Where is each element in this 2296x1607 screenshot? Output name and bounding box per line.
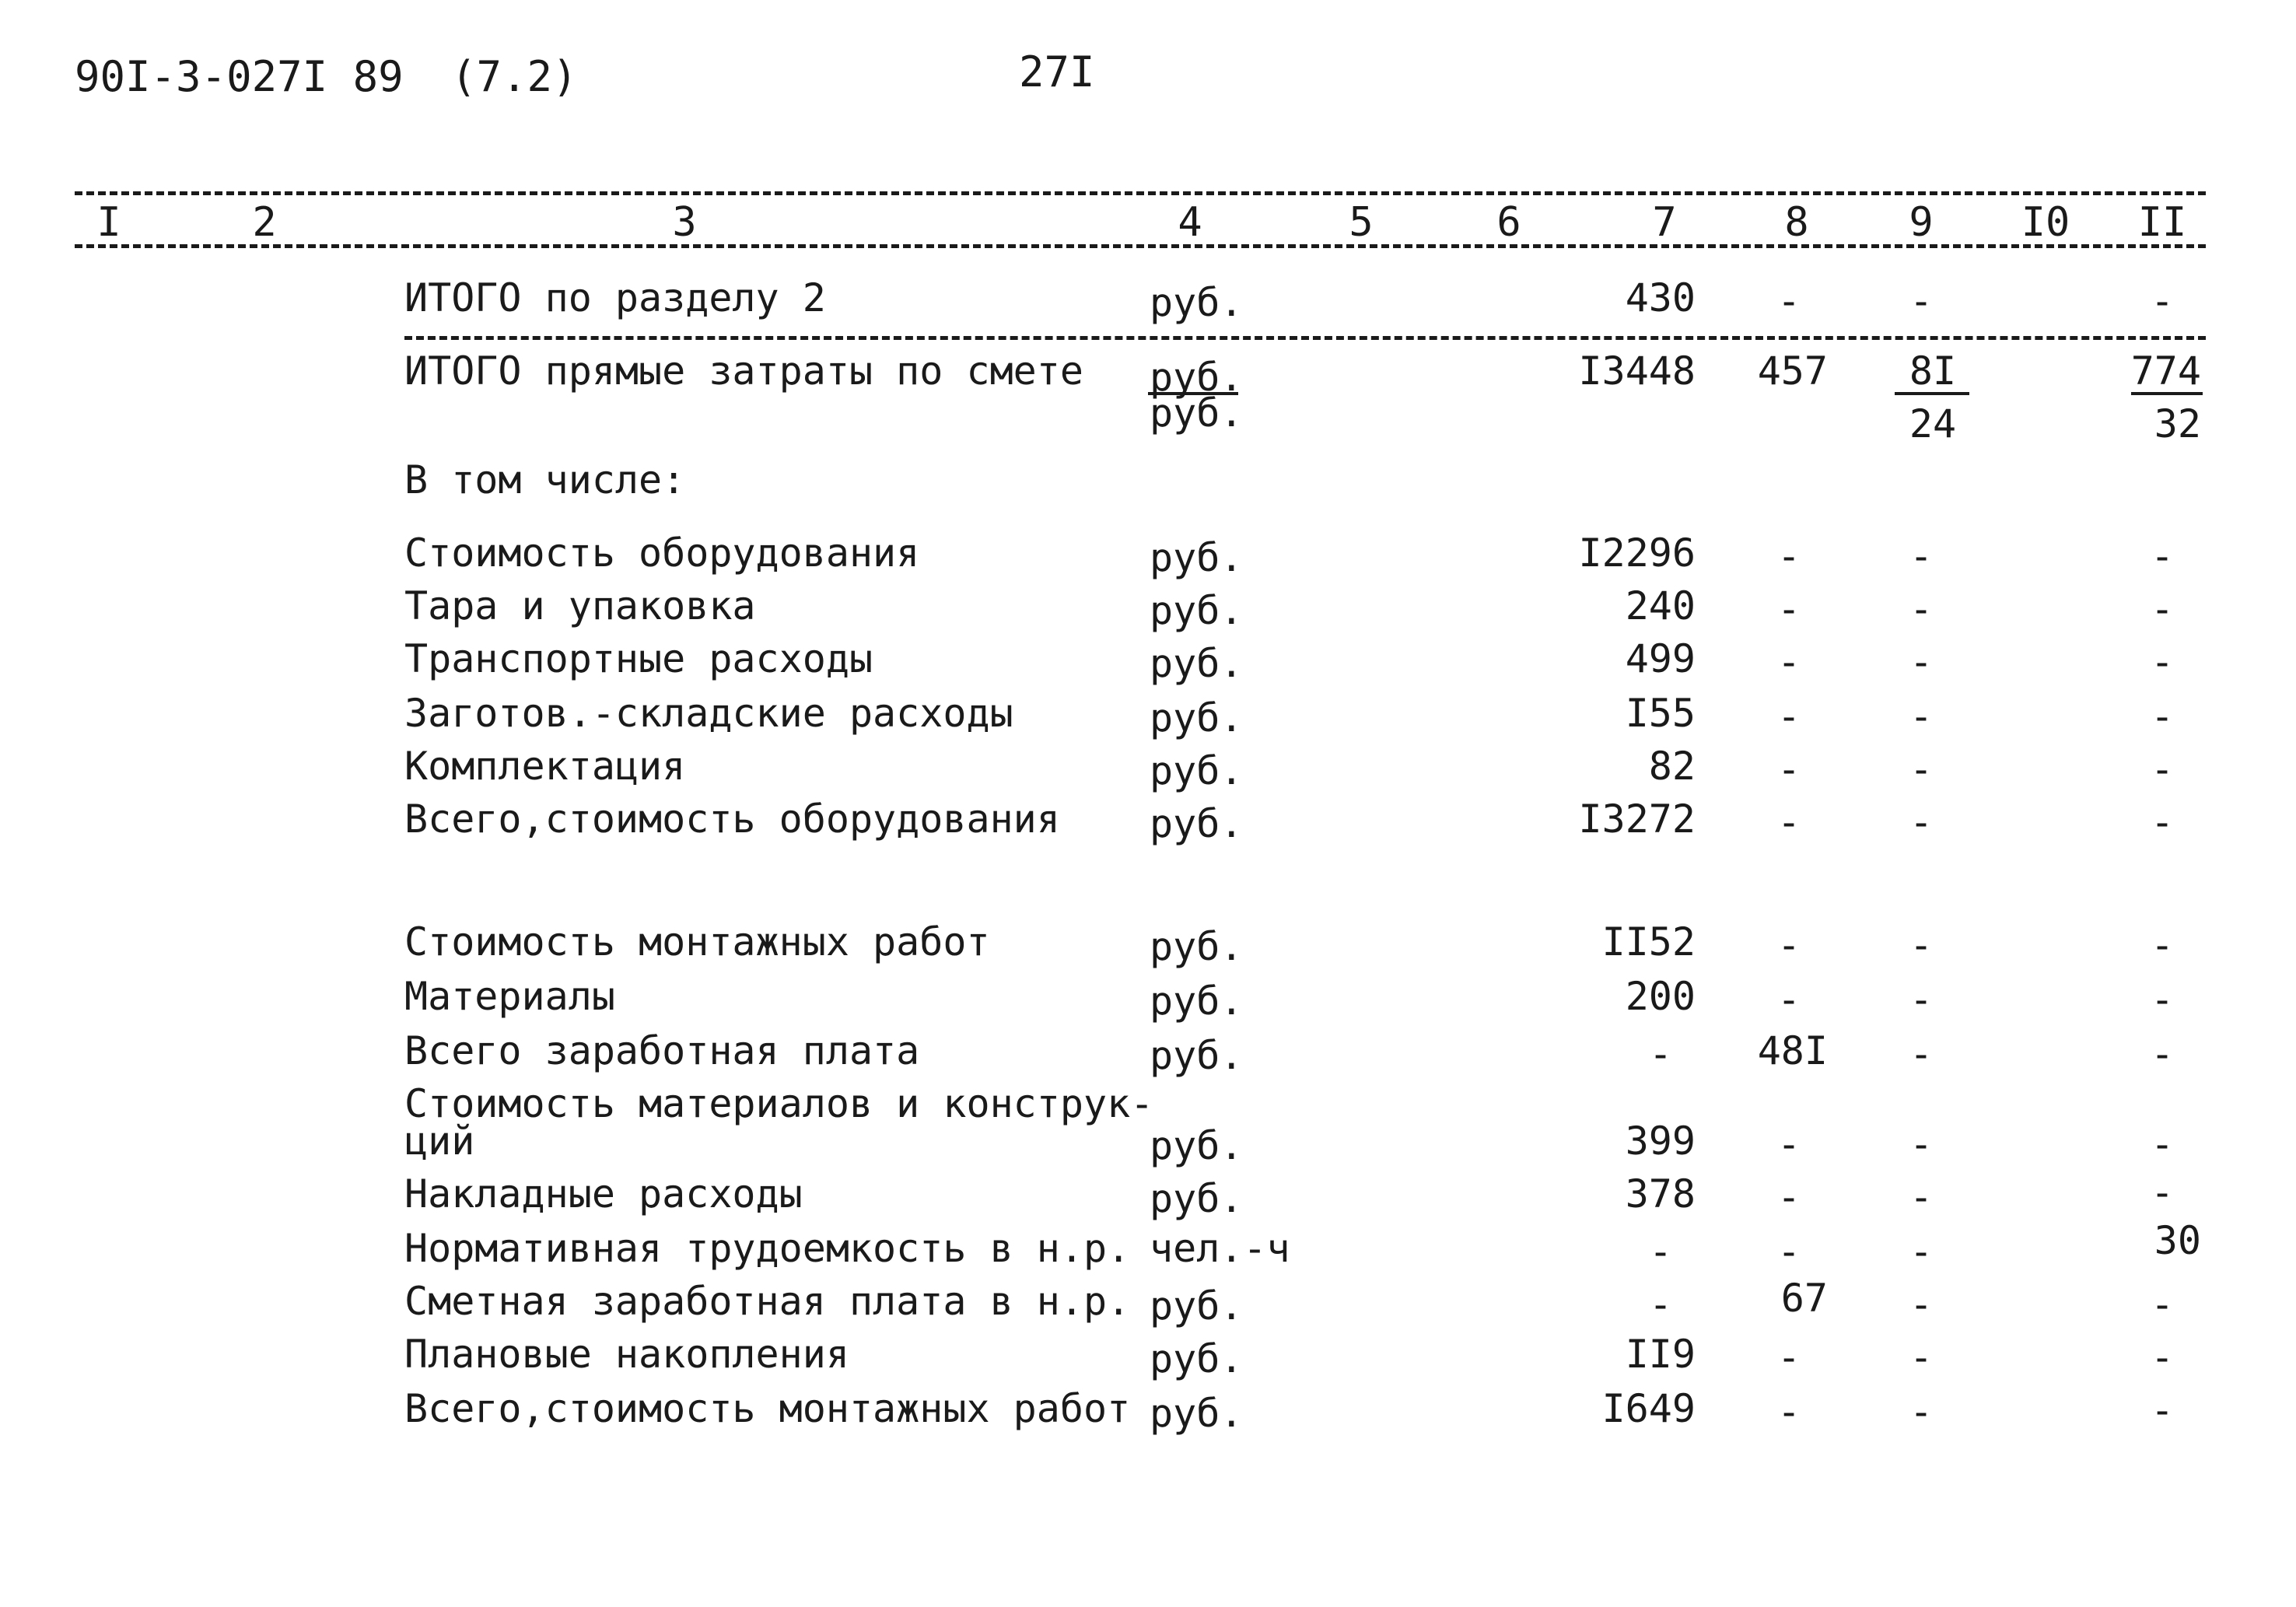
cell-col-7: I3448: [1578, 348, 1696, 394]
row-unit: руб.: [1150, 1123, 1244, 1168]
row-name: Тара и упаковка: [404, 583, 756, 628]
row-unit: руб.: [1150, 695, 1244, 740]
column-header: 6: [1496, 199, 1521, 246]
row-name: ИТОГО прямые затраты по смете: [404, 348, 1083, 394]
row-unit: руб.: [1150, 924, 1244, 969]
cell-col-7: II9: [1625, 1332, 1696, 1377]
row-name: Стоимость материалов и конструк-: [404, 1081, 1154, 1126]
cell-col-9: -: [1909, 694, 1934, 739]
page-number: 27I: [1019, 47, 1095, 96]
cell-col-8: -: [1776, 534, 1801, 579]
row-unit: руб.: [1150, 1176, 1244, 1221]
cell-col-7: I55: [1625, 691, 1696, 736]
row-unit: руб.: [1150, 1391, 1244, 1436]
cell-col-8: -: [1776, 586, 1801, 632]
cell-col-7: -: [1648, 1282, 1673, 1327]
cell-col-9: -: [1909, 1122, 1934, 1167]
row-unit: руб.: [1150, 280, 1244, 325]
cell-col-7: 82: [1648, 744, 1696, 789]
cell-col-7: 499: [1625, 636, 1696, 681]
cell-col-11: -: [2150, 923, 2175, 968]
cell-col-9: -: [1909, 1031, 1934, 1077]
cell-col-9: -: [1909, 800, 1934, 845]
row-unit: чел.-ч: [1150, 1226, 1290, 1271]
cell-col-11: -: [2150, 1335, 2175, 1380]
row-unit: руб.: [1150, 979, 1244, 1024]
cell-col-7: 399: [1625, 1119, 1696, 1164]
cell-col-11: 30: [2154, 1218, 2201, 1263]
row-unit: руб.: [1150, 588, 1244, 633]
row-unit: руб.: [1150, 641, 1244, 686]
cell-col-7: I3272: [1578, 796, 1696, 842]
cell-col-11: -: [2150, 800, 2175, 845]
column-header: II: [2137, 199, 2187, 246]
cell-col-11-numerator: 774: [2130, 348, 2201, 394]
row-name-continuation: ций: [404, 1119, 475, 1164]
cell-col-9: -: [1909, 1229, 1934, 1274]
header-top-rule: [75, 191, 2206, 195]
cell-col-11: -: [2150, 977, 2175, 1022]
row-name: Накладные расходы: [404, 1171, 803, 1217]
cell-col-7: 240: [1625, 583, 1696, 628]
row-unit: руб.: [1150, 801, 1244, 846]
column-header: I: [96, 199, 121, 246]
row-unit: руб.: [1150, 1283, 1244, 1329]
cell-col-8: -: [1776, 278, 1801, 324]
row-name: Сметная заработная плата в н.р.: [404, 1279, 1131, 1324]
cell-col-9: -: [1909, 1282, 1934, 1327]
cell-col-8: -: [1776, 1335, 1801, 1380]
cell-col-8: 48I: [1757, 1028, 1828, 1073]
cell-col-9-numerator: 8I: [1909, 348, 1957, 394]
cell-col-8: 67: [1780, 1276, 1828, 1321]
row-name: Комплектация: [404, 744, 686, 789]
row-name: Нормативная трудоемкость в н.р.: [404, 1226, 1131, 1271]
row-name: Стоимость оборудования: [404, 530, 920, 576]
cell-col-11: -: [2150, 1031, 2175, 1077]
cell-col-9: -: [1909, 278, 1934, 324]
sheet-reference: (7.2): [451, 52, 578, 101]
col-11-fraction-bar: [2131, 392, 2203, 395]
cell-col-9: -: [1909, 1175, 1934, 1220]
cell-col-8: -: [1776, 977, 1801, 1022]
cell-col-9: -: [1909, 1335, 1934, 1380]
cell-col-9: -: [1909, 586, 1934, 632]
row-name: Плановые накопления: [404, 1332, 849, 1377]
cell-col-8: -: [1776, 1389, 1801, 1434]
cell-col-11: -: [2150, 1282, 2175, 1327]
document-code: 90I-3-027I 89: [75, 52, 404, 101]
row-unit: руб.: [1150, 748, 1244, 793]
row-name: Всего заработная плата: [404, 1028, 920, 1073]
row-unit: руб.: [1150, 1033, 1244, 1078]
cell-col-7: 378: [1625, 1171, 1696, 1217]
column-header: 3: [672, 199, 697, 246]
row-unit: руб.: [1150, 1336, 1244, 1381]
cell-col-8: 457: [1757, 348, 1828, 394]
cell-col-8: -: [1776, 800, 1801, 845]
cell-col-9: -: [1909, 747, 1934, 792]
cell-col-7: I649: [1601, 1386, 1696, 1431]
cell-col-7: II52: [1601, 919, 1696, 965]
row-unit: руб.: [1150, 355, 1244, 400]
row-unit: руб.: [1150, 535, 1244, 580]
row-name: Всего,стоимость монтажных работ: [404, 1386, 1131, 1431]
cell-col-8: -: [1776, 1122, 1801, 1167]
cell-col-8: -: [1776, 694, 1801, 739]
cell-col-7: 430: [1625, 275, 1696, 320]
cell-col-7: -: [1648, 1229, 1673, 1274]
column-header: 7: [1652, 199, 1677, 246]
row-name: В том числе:: [404, 457, 686, 502]
row-name: Материалы: [404, 974, 615, 1019]
column-header: I0: [2021, 199, 2070, 246]
cell-col-11: -: [2150, 747, 2175, 792]
cell-col-11: -: [2150, 534, 2175, 579]
row-name: Заготов.-складские расходы: [404, 691, 1013, 736]
row-name: ИТОГО по разделу 2: [404, 275, 826, 320]
column-header: 4: [1178, 199, 1202, 246]
row-name: Транспортные расходы: [404, 636, 873, 681]
cell-col-8: -: [1776, 923, 1801, 968]
cell-col-11: -: [2150, 694, 2175, 739]
cell-col-9: -: [1909, 534, 1934, 579]
cell-col-8: -: [1776, 1229, 1801, 1274]
cell-col-9-denominator: 24: [1909, 401, 1957, 446]
row-name: Всего,стоимость оборудования: [404, 796, 1060, 842]
cell-col-8: -: [1776, 639, 1801, 684]
col-9-fraction-bar: [1895, 392, 1969, 395]
column-header: 8: [1784, 199, 1809, 246]
cell-col-11: -: [2150, 1170, 2175, 1215]
cell-col-8: -: [1776, 747, 1801, 792]
cell-col-9: -: [1909, 923, 1934, 968]
cell-col-11: -: [2150, 586, 2175, 632]
cell-col-7: -: [1648, 1031, 1673, 1077]
cell-col-9: -: [1909, 1389, 1934, 1434]
column-header: 5: [1349, 199, 1374, 246]
cell-col-11-denominator: 32: [2154, 401, 2201, 446]
cell-col-11: -: [2150, 1388, 2175, 1433]
cell-col-9: -: [1909, 639, 1934, 684]
column-header: 2: [252, 199, 277, 246]
cell-col-11: -: [2150, 278, 2175, 324]
header-bottom-rule: [75, 244, 2206, 248]
column-header: 9: [1909, 199, 1934, 246]
cell-col-11: -: [2150, 1122, 2175, 1167]
row-unit-denominator: руб.: [1150, 390, 1244, 436]
subtotal-rule: [404, 336, 2206, 340]
cell-col-7: 200: [1625, 974, 1696, 1019]
cell-col-7: I2296: [1578, 530, 1696, 576]
cell-col-8: -: [1776, 1175, 1801, 1220]
cell-col-9: -: [1909, 977, 1934, 1022]
row-name: Стоимость монтажных работ: [404, 919, 990, 965]
cell-col-11: -: [2150, 639, 2175, 684]
